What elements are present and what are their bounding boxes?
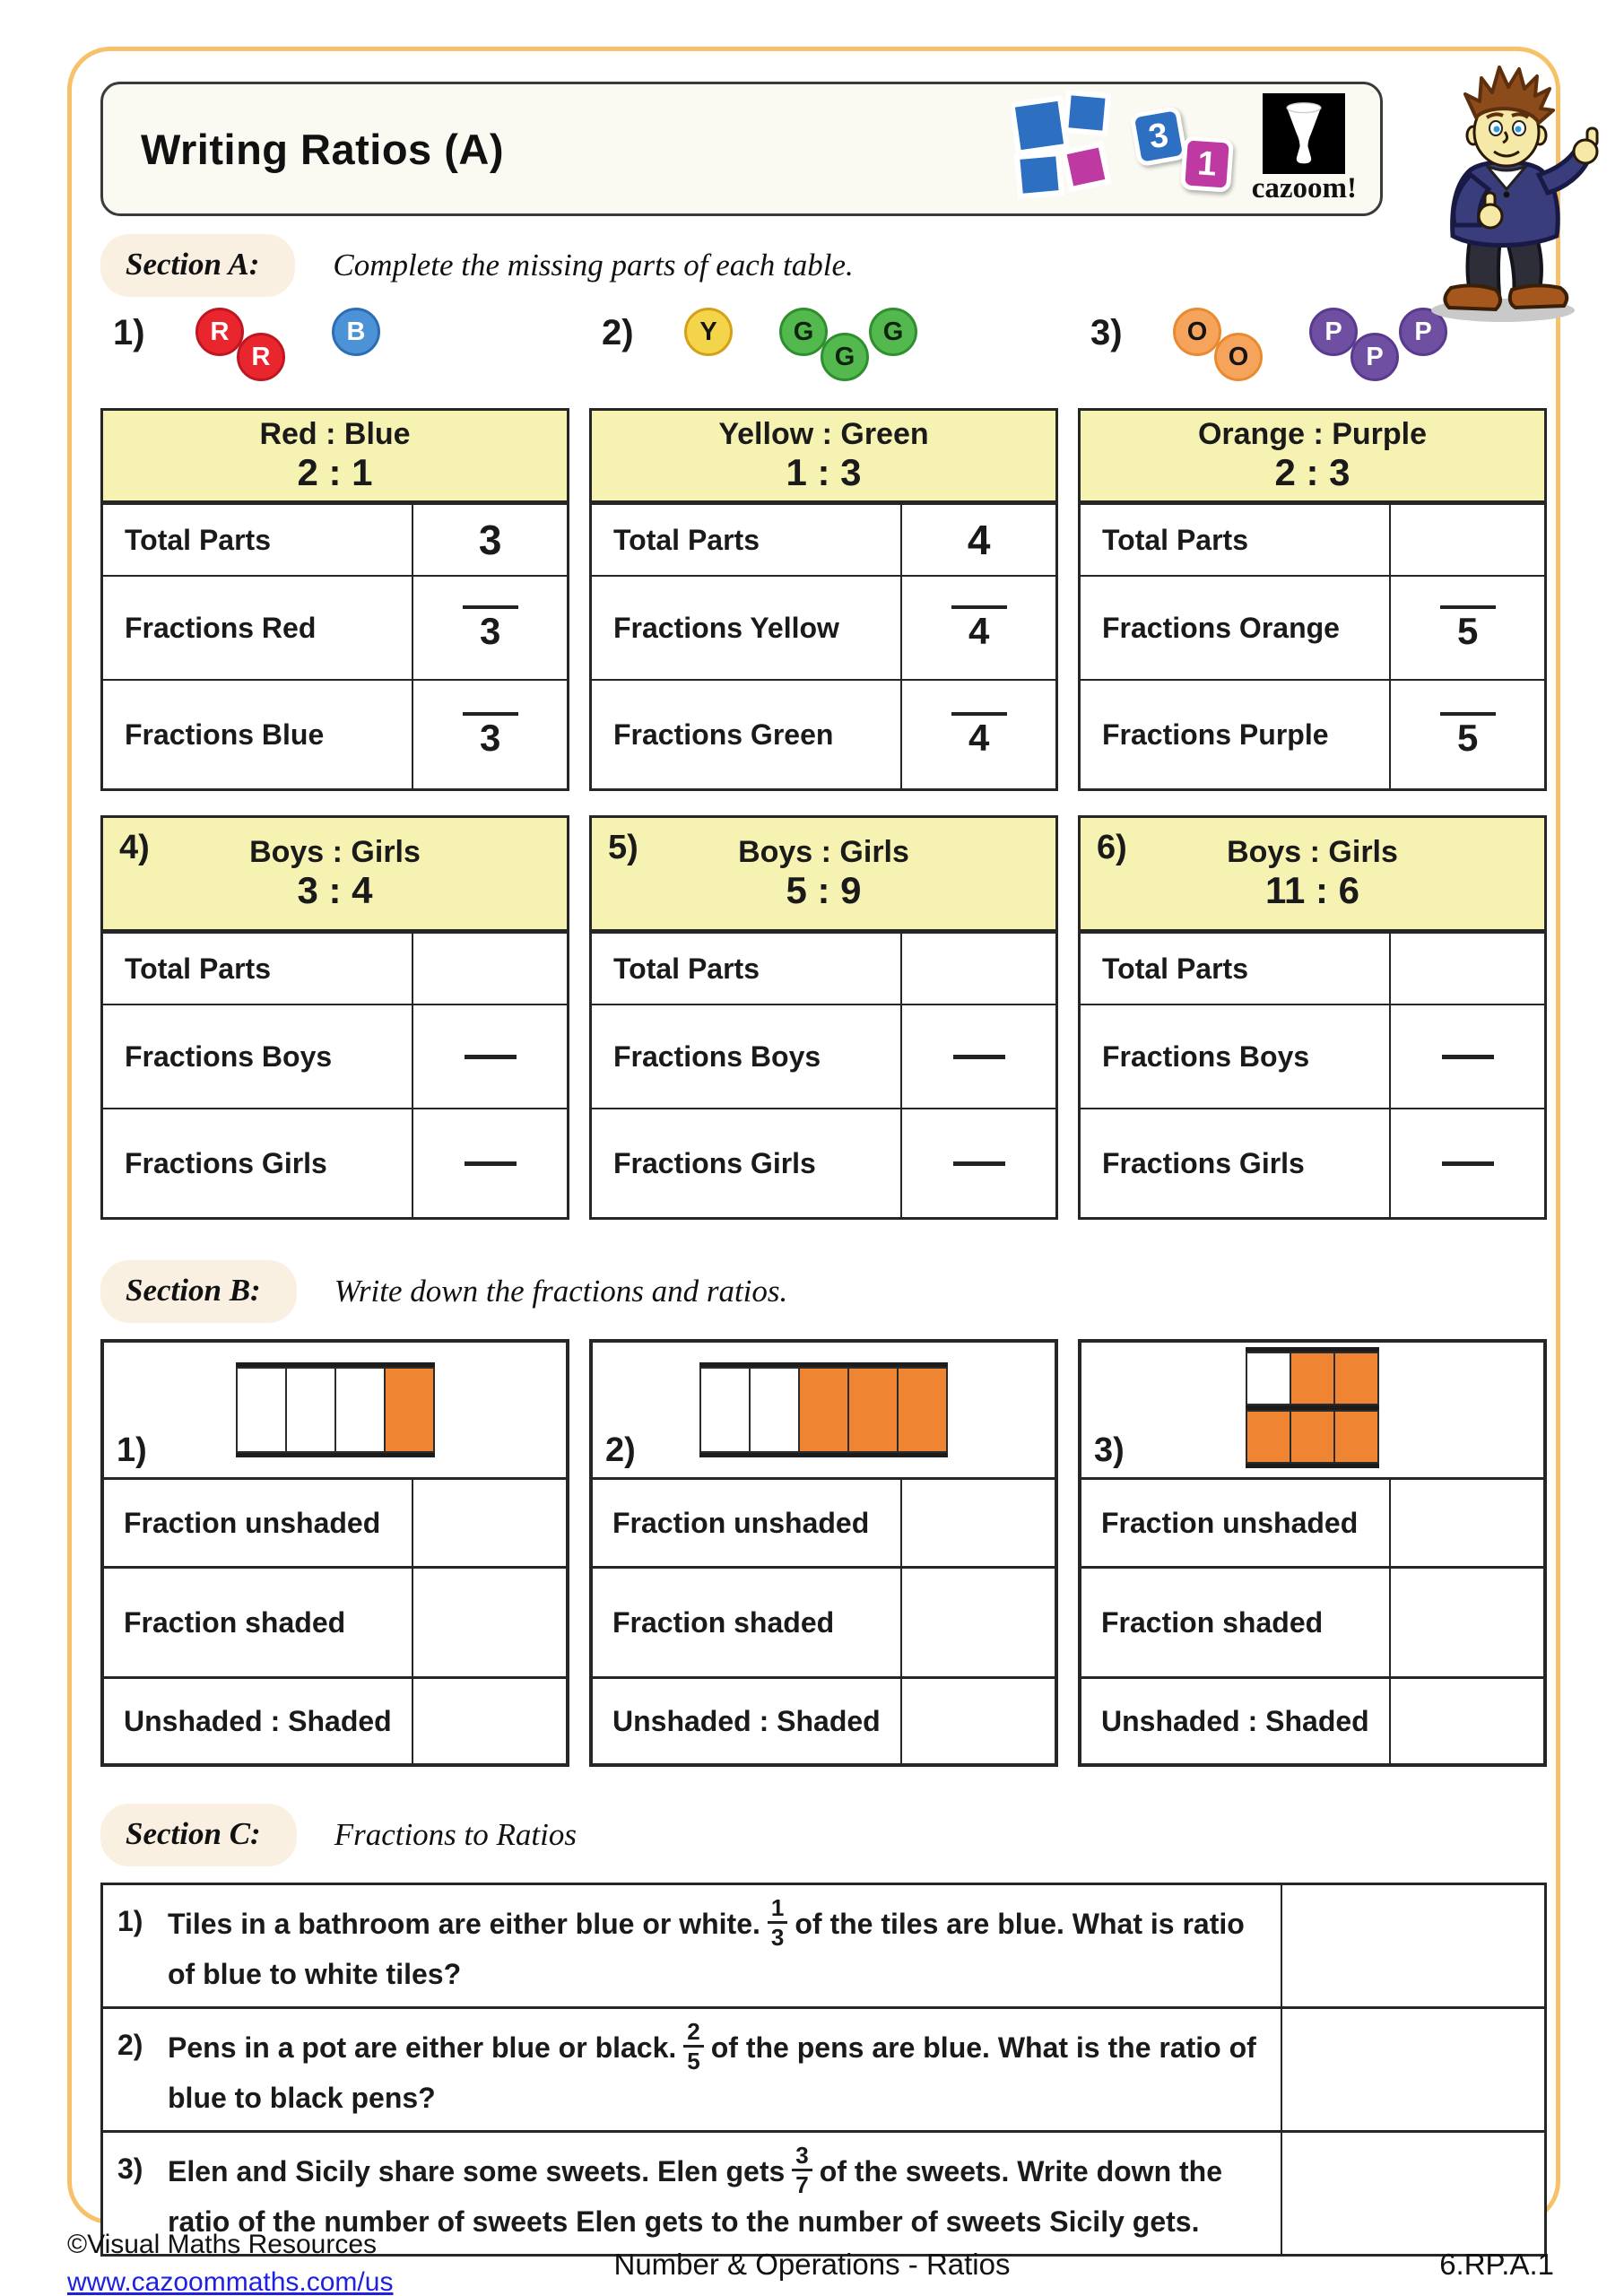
row-label: Unshaded : Shaded [593, 1679, 902, 1763]
footer-standard-code: 6.RP.A.1 [1439, 2248, 1554, 2281]
answer-cell [1391, 1109, 1544, 1217]
shaded-grid-diagram [1246, 1347, 1379, 1468]
table-title: Orange : Purple [1197, 417, 1428, 452]
circle-group [332, 308, 380, 356]
fraction-denominator: 7 [795, 2171, 809, 2198]
green-counter-circle: G [779, 308, 828, 356]
table-title: Boys : Girls [738, 835, 909, 870]
fraction-denominator: 3 [770, 1924, 785, 1951]
counter-circles [195, 306, 380, 381]
row-label: Fractions Boys [1081, 1005, 1391, 1108]
table-title: Yellow : Green [718, 417, 929, 452]
total-parts-value: 4 [967, 517, 991, 563]
answer-cell [413, 1109, 567, 1217]
row-label: Fractions Boys [592, 1005, 902, 1108]
table-header [103, 818, 567, 932]
title-box [100, 82, 1383, 216]
fraction-blank [1440, 712, 1496, 757]
answer-cell [902, 1679, 1055, 1763]
answer-cell [1391, 934, 1544, 1004]
red-counter-circle: R [195, 308, 244, 356]
problem-number: 2) [602, 313, 634, 352]
unshaded-cell [1246, 1352, 1291, 1405]
row-label: Fractions Green [592, 681, 902, 788]
orange-counter-circle: O [1173, 308, 1221, 356]
counter-circles [684, 306, 917, 381]
word-problem-row [103, 1885, 1544, 2006]
answer-cell [902, 681, 1055, 788]
fraction-bar [1440, 605, 1496, 609]
answer-cell [413, 1480, 566, 1566]
section-b-label: Section B: [100, 1260, 297, 1323]
shading-table-3 [1078, 1339, 1547, 1767]
answer-cell [413, 934, 567, 1004]
section-a-label: Section A: [100, 234, 295, 297]
yellow-counter-circle: Y [684, 308, 733, 356]
row-label: Fraction unshaded [104, 1480, 413, 1566]
table-title: Red : Blue [259, 417, 411, 452]
shaded-cell [384, 1367, 435, 1453]
fraction-bar [463, 605, 518, 609]
shaded-cell [1290, 1352, 1335, 1405]
inline-fraction [683, 2020, 703, 2073]
ratio-table-1 [100, 408, 569, 791]
purple-counter-circle: P [1399, 308, 1447, 356]
row-label: Total Parts [1081, 934, 1391, 1004]
cazoom-brand [1252, 93, 1357, 205]
answer-cell [1391, 577, 1544, 679]
problem-number: 1) [117, 1905, 143, 1937]
row-label: Total Parts [592, 934, 902, 1004]
fraction-numerator: 1 [768, 1896, 787, 1924]
fraction-bar-blank [1442, 1055, 1494, 1059]
cazoom-logo [1012, 91, 1380, 208]
red-counter-circle: R [237, 333, 285, 381]
fraction-denominator: 3 [480, 717, 501, 759]
answer-cell [902, 1569, 1055, 1676]
problem-number: 3) [117, 2152, 143, 2185]
fraction-denominator: 4 [968, 610, 990, 652]
answer-cell [1391, 505, 1544, 575]
fraction-bar [951, 712, 1007, 716]
fraction-bar-blank [953, 1161, 1005, 1166]
table-ratio: 2 : 1 [297, 451, 373, 494]
table-ratio: 1 : 3 [786, 451, 862, 494]
worksheet-border [67, 47, 1560, 2238]
fraction-blank [951, 712, 1007, 757]
table-title: Boys : Girls [1227, 835, 1398, 870]
fraction-blank [463, 712, 518, 757]
purple-counter-circle: P [1350, 333, 1399, 381]
row-label: Fraction unshaded [593, 1480, 902, 1566]
answer-cell [1391, 681, 1544, 788]
ratio-tables-row-2 [100, 815, 1547, 1220]
section-a-header [100, 234, 854, 297]
fraction-bar-blank [465, 1161, 517, 1166]
shaded-cell [897, 1367, 948, 1453]
row-label: Fractions Yellow [592, 577, 902, 679]
unshaded-cell [334, 1367, 386, 1453]
row-label: Unshaded : Shaded [1081, 1679, 1391, 1763]
row-label: Fractions Girls [103, 1109, 413, 1217]
fraction-bar [1440, 712, 1496, 716]
fraction-blank [463, 605, 518, 650]
table-header [592, 411, 1055, 503]
footer-copyright: ©Visual Maths Resources [67, 2230, 378, 2259]
fraction-denominator: 5 [1457, 610, 1479, 652]
fraction-denominator: 5 [687, 2048, 700, 2074]
table-header [1081, 818, 1544, 932]
row-label: Fractions Girls [1081, 1109, 1391, 1217]
problem-number: 1) [113, 313, 145, 352]
answer-cell [902, 1005, 1055, 1108]
diagram-cell [104, 1343, 566, 1477]
section-b-header [100, 1260, 787, 1323]
ratio-table-2 [589, 408, 1058, 791]
row-label: Fractions Boys [103, 1005, 413, 1108]
shaded-cell [798, 1367, 849, 1453]
page-title: Writing Ratios (A) [141, 125, 504, 173]
circle-group [684, 308, 733, 356]
problem-number: 1) [117, 1431, 147, 1469]
row-label: Fractions Purple [1081, 681, 1391, 788]
row-label: Fractions Blue [103, 681, 413, 788]
purple-counter-circle: P [1309, 308, 1358, 356]
table-ratio: 5 : 9 [786, 869, 862, 912]
unshaded-cell [749, 1367, 800, 1453]
answer-cell [1281, 2009, 1544, 2130]
unshaded-cell [699, 1367, 751, 1453]
fraction-numerator: 2 [683, 2020, 703, 2048]
question-text-after: of the tiles are blue. What is ratio of blue to white tiles? [168, 1907, 1245, 1990]
logo-tile-3: 3 [1129, 106, 1188, 168]
table-header [592, 818, 1055, 932]
table-number: 5) [608, 829, 638, 866]
row-label: Total Parts [1081, 505, 1391, 575]
fraction-bar-blank [1442, 1161, 1494, 1166]
fraction-numerator: 3 [792, 2144, 812, 2171]
answer-cell [413, 1679, 566, 1763]
problem-number: 3) [1090, 313, 1123, 352]
fraction-bar-blank [465, 1055, 517, 1059]
drum-icon [1263, 93, 1345, 174]
footer-category: Number & Operations - Ratios [613, 2248, 1011, 2281]
total-parts-value: 3 [478, 517, 502, 563]
mascot-illustration [1397, 58, 1612, 327]
question-text-before: Tiles in a bathroom are either blue or white. [168, 1907, 760, 1940]
unshaded-cell [236, 1367, 287, 1453]
table-header [103, 411, 567, 503]
fraction-denominator: 4 [968, 717, 990, 759]
problem-number: 2) [117, 2029, 143, 2061]
blue-counter-circle: B [332, 308, 380, 356]
fraction-blank [1440, 605, 1496, 650]
unshaded-cell [285, 1367, 336, 1453]
shaded-cell [1333, 1410, 1379, 1464]
shaded-cell [1246, 1410, 1291, 1464]
fraction-blank [951, 605, 1007, 650]
fraction-denominator: 3 [480, 610, 501, 652]
section-c-label: Section C: [100, 1804, 297, 1866]
answer-cell [1391, 1480, 1543, 1566]
question-text-after: of the sweets. Write down the ratio of the number of sweets Elen gets to the number of sweets Sicily gets. [168, 2154, 1222, 2238]
green-counter-circle: G [821, 333, 869, 381]
row-label: Fraction shaded [104, 1569, 413, 1676]
answer-cell [902, 1480, 1055, 1566]
shaded-strip-diagram [699, 1362, 948, 1457]
ratio-table-6 [1078, 815, 1547, 1220]
diagram-cell [1081, 1343, 1543, 1477]
problem-1-circles [100, 306, 569, 410]
answer-cell [902, 934, 1055, 1004]
shaded-strip-diagram [236, 1362, 435, 1457]
answer-cell [902, 1109, 1055, 1217]
row-label: Fractions Orange [1081, 577, 1391, 679]
section-c-instruction: Fractions to Ratios [334, 1817, 577, 1852]
shading-table-1 [100, 1339, 569, 1767]
row-label: Fractions Red [103, 577, 413, 679]
fraction-bar-blank [953, 1055, 1005, 1059]
green-counter-circle: G [869, 308, 917, 356]
diagram-row [236, 1362, 435, 1457]
row-label: Total Parts [103, 934, 413, 1004]
row-label: Fraction shaded [593, 1569, 902, 1676]
answer-cell [413, 577, 567, 679]
row-label: Total Parts [592, 505, 902, 575]
diagram-row [1246, 1405, 1379, 1468]
table-ratio: 2 : 3 [1274, 451, 1350, 494]
inline-fraction [792, 2144, 812, 2196]
section-a-instruction: Complete the missing parts of each table. [333, 248, 854, 283]
ratio-table-5 [589, 815, 1058, 1220]
answer-cell [902, 505, 1055, 575]
row-label: Unshaded : Shaded [104, 1679, 413, 1763]
row-label: Total Parts [103, 505, 413, 575]
diagram-row [699, 1362, 948, 1457]
fraction-bar [463, 712, 518, 716]
question-text-before: Elen and Sicily share some sweets. Elen gets [168, 2154, 786, 2187]
answer-cell [1391, 1005, 1544, 1108]
answer-cell [413, 1569, 566, 1676]
shading-table-2 [589, 1339, 1058, 1767]
table-number: 4) [119, 829, 150, 866]
fraction-bar [951, 605, 1007, 609]
question-cell [103, 1885, 1281, 2006]
table-title: Boys : Girls [249, 835, 421, 870]
fraction-denominator: 5 [1457, 717, 1479, 759]
shaded-cell [1333, 1352, 1379, 1405]
ratio-table-3 [1078, 408, 1547, 791]
answer-cell [413, 505, 567, 575]
table-header [1081, 411, 1544, 503]
diagram-cell [593, 1343, 1055, 1477]
section-c-header [100, 1804, 577, 1866]
circle-group [779, 308, 917, 381]
brand-name: cazoom! [1251, 171, 1357, 204]
answer-cell [413, 1005, 567, 1108]
circle-group [195, 308, 285, 381]
question-cell [103, 2009, 1281, 2130]
table-number: 6) [1097, 829, 1127, 866]
section-b-instruction: Write down the fractions and ratios. [334, 1274, 788, 1309]
answer-cell [1281, 1885, 1544, 2006]
shaded-cell [1290, 1410, 1335, 1464]
problem-2-circles [589, 306, 1058, 410]
answer-cell [413, 681, 567, 788]
question-text-after: of the pens are blue. What is the ratio of blue to black pens? [168, 2031, 1256, 2114]
orange-counter-circle: O [1214, 333, 1263, 381]
row-label: Fraction shaded [1081, 1569, 1391, 1676]
answer-cell [902, 577, 1055, 679]
logo-tile-1: 1 [1180, 135, 1234, 193]
problem-number: 3) [1094, 1431, 1125, 1469]
footer-link[interactable]: www.cazoommaths.com/us [67, 2267, 394, 2296]
row-label: Fractions Girls [592, 1109, 902, 1217]
answer-cell [1391, 1569, 1543, 1676]
section-a-problems-row [100, 306, 1547, 410]
question-text [168, 2142, 1268, 2243]
inline-fraction [768, 1896, 787, 1949]
answer-cell [1281, 2133, 1544, 2254]
problem-number: 2) [605, 1431, 636, 1469]
row-label: Fraction unshaded [1081, 1480, 1391, 1566]
logo-tiles-icon [1012, 91, 1119, 208]
question-text [168, 1894, 1268, 1996]
circle-group [1173, 308, 1263, 381]
word-problem-row [103, 2006, 1544, 2130]
question-text [168, 2018, 1268, 2119]
section-b-tables-row [100, 1339, 1547, 1767]
diagram-row [1246, 1347, 1379, 1410]
question-text-before: Pens in a pot are either blue or black. [168, 2031, 677, 2064]
ratio-tables-row-1 [100, 408, 1547, 791]
answer-cell [1391, 1679, 1543, 1763]
table-ratio: 3 : 4 [297, 869, 373, 912]
word-problems-table [100, 1883, 1547, 2257]
shaded-cell [847, 1367, 899, 1453]
ratio-table-4 [100, 815, 569, 1220]
table-ratio: 11 : 6 [1264, 869, 1360, 912]
